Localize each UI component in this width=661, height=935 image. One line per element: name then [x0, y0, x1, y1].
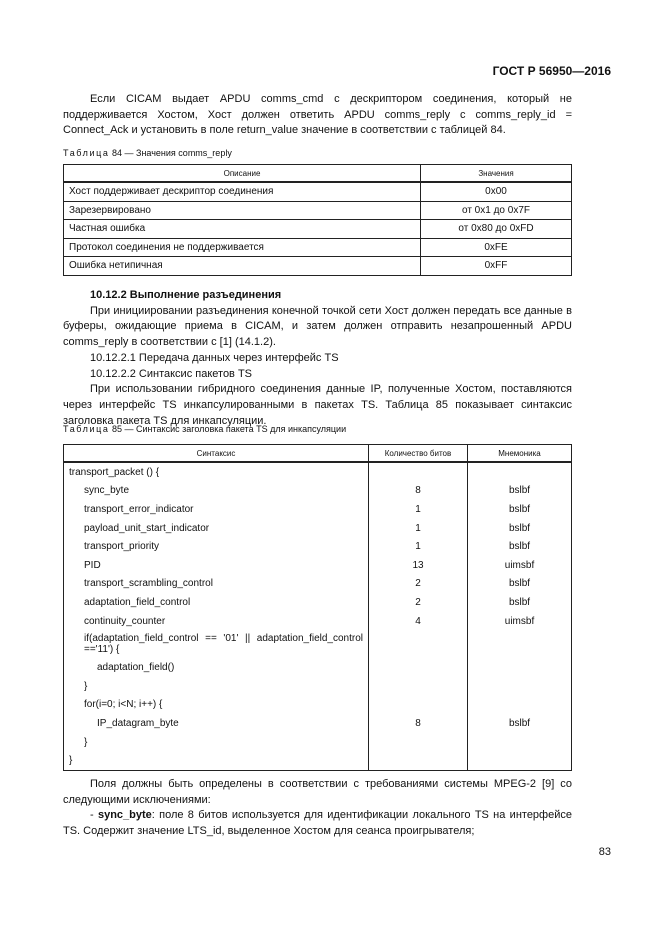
table-row [64, 201, 572, 220]
column-header: Мнемоника [468, 445, 572, 463]
subsection-title: 10.12.2.2 Синтаксис пакетов TS [90, 367, 253, 380]
table-row [64, 751, 572, 770]
table-row [64, 733, 572, 752]
table-caption [63, 424, 346, 434]
table-row [64, 257, 572, 276]
table-row [64, 593, 572, 612]
mnemonic-cell: uimsbf [468, 612, 572, 631]
table-row [64, 500, 572, 519]
mnemonic-cell [468, 462, 572, 482]
mnemonic-cell [468, 630, 572, 658]
syntax-cell: for(i=0; i<N; i++) { [64, 696, 369, 715]
paragraph: При использовании гибридного соединения данные IP, полученные Хостом, поставляются через интерфейс TS инкапсулированными в пакетах TS. Таблица 85 показывает синтаксис заголовка пакета TS для инкапсуляции. [63, 383, 572, 427]
closing-block [63, 777, 572, 840]
bits-cell [369, 630, 468, 658]
table-85 [63, 444, 572, 771]
table-row [64, 537, 572, 556]
bits-cell: 8 [369, 714, 468, 733]
table-row [64, 612, 572, 631]
description-cell: Хост поддерживает дескриптор соединения [64, 182, 421, 201]
page-number: 83 [598, 846, 611, 858]
syntax-cell: adaptation_field_control [64, 593, 369, 612]
table-caption [63, 148, 232, 158]
syntax-cell: transport_priority [64, 537, 369, 556]
table-row [64, 220, 572, 239]
caption-word: Таблица [63, 424, 110, 434]
mnemonic-cell [468, 751, 572, 770]
mnemonic-cell: bslbf [468, 537, 572, 556]
table-row [64, 696, 572, 715]
syntax-cell: sync_byte [64, 482, 369, 501]
table-row [64, 575, 572, 594]
table-row [64, 519, 572, 538]
syntax-cell: IP_datagram_byte [64, 714, 369, 733]
table-row [64, 482, 572, 501]
bits-cell: 8 [369, 482, 468, 501]
document-header: ГОСТ Р 56950—2016 [492, 64, 611, 78]
syntax-cell: if(adaptation_field_control == '01' || adaptation_field_control =='11') { [64, 630, 369, 658]
bits-cell: 2 [369, 575, 468, 594]
table-84 [63, 164, 572, 276]
bits-cell: 1 [369, 519, 468, 538]
mnemonic-cell: bslbf [468, 482, 572, 501]
value-cell: от 0x80 до 0xFD [421, 220, 572, 239]
bits-cell: 2 [369, 593, 468, 612]
paragraph: Поля должны быть определены в соответствии с требованиями системы MPEG-2 [9] со следующими исключениями: [63, 778, 572, 806]
definition: : поле 8 битов используется для идентификации локального TS на интерфейсе TS. Содержит значение LTS_id, выделенное Хостом для сеанса проигрывателя; [63, 809, 572, 838]
mnemonic-cell [468, 658, 572, 677]
paragraph [63, 808, 572, 839]
mnemonic-cell: bslbf [468, 714, 572, 733]
bits-cell: 1 [369, 500, 468, 519]
description-cell: Частная ошибка [64, 220, 421, 239]
bits-cell [369, 696, 468, 715]
syntax-cell: payload_unit_start_indicator [64, 519, 369, 538]
description-cell: Ошибка нетипичная [64, 257, 421, 276]
paragraph: При инициировании разъединения конечной точкой сети Хост должен передать все данные в буферы, ожидающие приема в CICAM, и затем должен отправить незапрошенный APDU comms_reply в соответствии с [1] (14.1.2). [63, 304, 572, 349]
syntax-cell: transport_packet () { [64, 462, 369, 482]
caption-text: 85 — Синтаксис заголовка пакета TS для инкапсуляции [112, 424, 347, 434]
paragraph: Если CICAM выдает APDU comms_cmd с дескриптором соединения, который не поддерживается Хостом, Хост должен ответить APDU comms_reply с comms_reply_id = Connect_Ack и установить в поле return_value значение в соответствии с таблицей 84. [63, 93, 572, 137]
bits-cell [369, 658, 468, 677]
mnemonic-cell [468, 733, 572, 752]
table-row [64, 182, 572, 201]
table-row [64, 677, 572, 696]
column-header: Значения [421, 165, 572, 183]
table-row [64, 630, 572, 658]
syntax-cell: } [64, 733, 369, 752]
subsection-title: 10.12.2.1 Передача данных через интерфейс TS [90, 351, 339, 364]
section-title: 10.12.2 Выполнение разъединения [90, 289, 282, 301]
value-cell: 0x00 [421, 182, 572, 201]
bits-cell [369, 733, 468, 752]
dash: - [90, 809, 98, 822]
column-header: Синтаксис [64, 445, 369, 463]
syntax-cell: transport_error_indicator [64, 500, 369, 519]
bits-cell: 4 [369, 612, 468, 631]
syntax-cell: transport_scrambling_control [64, 575, 369, 594]
value-cell: 0xFE [421, 238, 572, 257]
caption-word: Таблица [63, 148, 110, 158]
table-row [64, 238, 572, 257]
mnemonic-cell: bslbf [468, 593, 572, 612]
table-row [64, 714, 572, 733]
bits-cell [369, 462, 468, 482]
bits-cell: 1 [369, 537, 468, 556]
syntax-cell: PID [64, 556, 369, 575]
description-cell: Протокол соединения не поддерживается [64, 238, 421, 257]
table-row [64, 462, 572, 482]
mnemonic-cell: bslbf [468, 519, 572, 538]
syntax-cell: } [64, 677, 369, 696]
syntax-cell: adaptation_field() [64, 658, 369, 677]
syntax-cell: continuity_counter [64, 612, 369, 631]
term: sync_byte [97, 809, 152, 822]
table-row [64, 556, 572, 575]
table-row [64, 658, 572, 677]
syntax-cell: } [64, 751, 369, 770]
column-header: Описание [64, 165, 421, 183]
mnemonic-cell: bslbf [468, 575, 572, 594]
mnemonic-cell [468, 677, 572, 696]
caption-text: 84 — Значения comms_reply [112, 148, 232, 158]
bits-cell [369, 751, 468, 770]
mnemonic-cell: bslbf [468, 500, 572, 519]
mnemonic-cell: uimsbf [468, 556, 572, 575]
column-header: Количество битов [369, 445, 468, 463]
value-cell: 0xFF [421, 257, 572, 276]
section-block [63, 288, 572, 429]
description-cell: Зарезервировано [64, 201, 421, 220]
mnemonic-cell [468, 696, 572, 715]
bits-cell: 13 [369, 556, 468, 575]
value-cell: от 0x1 до 0x7F [421, 201, 572, 220]
bits-cell [369, 677, 468, 696]
